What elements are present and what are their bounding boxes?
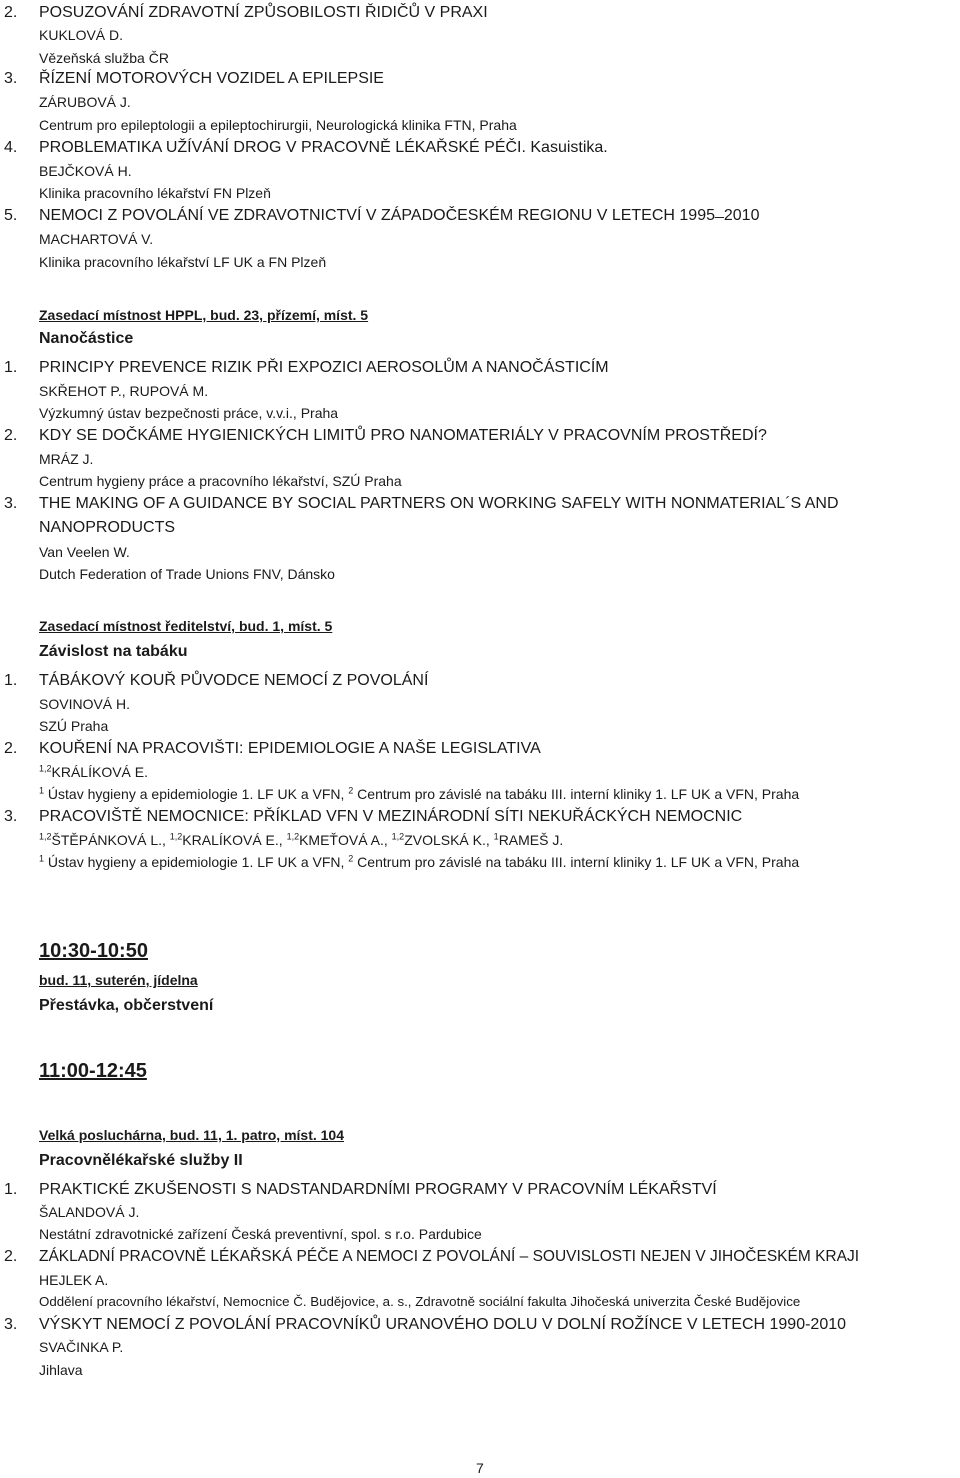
lecture-title: ZÁKLADNÍ PRACOVNĚ LÉKAŘSKÁ PÉČE A NEMOCI Z POVOLÁNÍ – SOUVISLOSTI NEJEN V JIHOČESKÉM KRAJI (39, 1248, 859, 1265)
lecture-author: MRÁZ J. (39, 451, 94, 467)
lecture-institution (39, 852, 799, 872)
lecture-author: SKŘEHOT P., RUPOVÁ M. (39, 383, 209, 399)
author-name: ŠTĚPÁNKOVÁ L., (51, 832, 170, 848)
lecture-title: NEMOCI Z POVOLÁNÍ VE ZDRAVOTNICTVÍ V ZÁPADOČESKÉM REGIONU V LETECH 1995 ̶ 2010 (39, 207, 760, 224)
lecture-institution: SZÚ Praha (39, 718, 109, 734)
affiliation-mark: 2 (348, 785, 354, 796)
lecture-title: PRAKTICKÉ ZKUŠENOSTI S NADSTANDARDNÍMI PROGRAMY V PRACOVNÍM LÉKAŘSTVÍ (39, 1181, 717, 1198)
lecture-institution: Centrum hygieny práce a pracovního lékařství, SZÚ Praha (39, 473, 402, 489)
author-name: KMEŤOVÁ A., (299, 832, 392, 848)
lecture-title: THE MAKING OF A GUIDANCE BY SOCIAL PARTNERS ON WORKING SAFELY WITH NONMATERIAL´S AND (39, 495, 839, 512)
item-number: 2. (4, 4, 18, 21)
item-number: 2. (4, 740, 18, 757)
item-number: 4. (4, 139, 18, 156)
lecture-title: KDY SE DOČKÁME HYGIENICKÝCH LIMITŮ PRO NANOMATERIÁLY V PRACOVNÍM PROSTŘEDÍ? (39, 427, 767, 444)
item-number: 2. (4, 1248, 18, 1265)
item-number: 3. (4, 495, 18, 512)
session-time: 11:00-12:45 (39, 1060, 147, 1082)
lecture-title: PRACOVIŠTĚ NEMOCNICE: PŘÍKLAD VFN V MEZINÁRODNÍ SÍTI NEKUŘÁCKÝCH NEMOCNIC (39, 808, 743, 825)
lecture-author: KUKLOVÁ D. (39, 27, 124, 43)
author-name: KRÁLÍKOVÁ E. (51, 764, 148, 780)
lecture-author (39, 762, 148, 782)
lecture-institution: Nestátní zdravotnické zařízení Česká preventivní, spol. s r.o. Pardubice (39, 1226, 482, 1242)
item-number: 1. (4, 672, 18, 689)
lecture-author: ŠALANDOVÁ J. (39, 1204, 140, 1220)
lecture-institution (39, 784, 799, 804)
item-number: 1. (4, 359, 18, 376)
lecture-author: Van Veelen W. (39, 544, 130, 560)
affiliation-mark: 1,2 (39, 763, 52, 774)
break-label: Přestávka, občerstvení (39, 997, 214, 1014)
session-title: Pracovnělékařské služby II (39, 1152, 243, 1169)
affiliation-mark: 1,2 (39, 831, 52, 842)
institution-text: Ústav hygieny a epidemiologie 1. LF UK a VFN, (44, 854, 349, 870)
author-name: RAMEŠ J. (498, 832, 564, 848)
item-number: 5. (4, 207, 18, 224)
lecture-title: POSUZOVÁNÍ ZDRAVOTNÍ ZPŮSOBILOSTI ŘIDIČŮ V PRAXI (39, 4, 488, 21)
session-location: Velká posluchárna, bud. 11, 1. patro, míst. 104 (39, 1127, 345, 1143)
lecture-author: SVAČINKA P. (39, 1339, 124, 1355)
break-location: bud. 11, suterén, jídelna (39, 972, 198, 988)
affiliation-mark: 2 (348, 853, 354, 864)
session-title: Závislost na tabáku (39, 643, 188, 660)
lecture-institution: Klinika pracovního lékařství LF UK a FN Plzeň (39, 254, 327, 270)
item-number: 3. (4, 1316, 18, 1333)
lecture-title: PROBLEMATIKA UŽÍVÁNÍ DROG V PRACOVNĚ LÉKAŘSKÉ PÉČI. Kasuistika. (39, 139, 608, 156)
affiliation-mark: 1,2 (169, 831, 183, 842)
institution-text: Ústav hygieny a epidemiologie 1. LF UK a VFN, (44, 786, 349, 802)
lecture-author: ZÁRUBOVÁ J. (39, 94, 131, 110)
lecture-title: KOUŘENÍ NA PRACOVIŠTI: EPIDEMIOLOGIE A NAŠE LEGISLATIVA (39, 740, 541, 757)
lecture-title-continued: NANOPRODUCTS (39, 519, 176, 536)
item-number: 1. (4, 1181, 18, 1198)
lecture-institution: Klinika pracovního lékařství FN Plzeň (39, 185, 271, 201)
lecture-author: MACHARTOVÁ V. (39, 231, 154, 247)
lecture-institution: Oddělení pracovního lékařství, Nemocnice Č. Budějovice, a. s., Zdravotně sociální fakulta Jihočeská univerzita České Budějovice (39, 1294, 801, 1309)
affiliation-mark: 1 (39, 785, 45, 796)
lecture-author (39, 830, 563, 850)
session-title: Nanočástice (39, 330, 134, 347)
lecture-title: VÝSKYT NEMOCÍ Z POVOLÁNÍ PRACOVNÍKŮ URANOVÉHO DOLU V DOLNÍ ROŽÍNCE V LETECH 1990-2010 (39, 1316, 847, 1333)
lecture-title: TÁBÁKOVÝ KOUŘ PŮVODCE NEMOCÍ Z POVOLÁNÍ (39, 672, 429, 689)
session-location: Zasedací místnost ředitelství, bud. 1, míst. 5 (39, 618, 333, 634)
affiliation-mark: 1 (39, 853, 45, 864)
affiliation-mark: 1 (493, 831, 499, 842)
item-number: 3. (4, 808, 18, 825)
break-time: 10:30-10:50 (39, 940, 148, 962)
lecture-institution: Dutch Federation of Trade Unions FNV, Dánsko (39, 566, 335, 582)
lecture-author: HEJLEK A. (39, 1272, 109, 1288)
lecture-institution: Vězeňská služba ČR (39, 50, 169, 66)
affiliation-mark: 1,2 (391, 831, 405, 842)
session-location: Zasedací místnost HPPL, bud. 23, přízemí, míst. 5 (39, 307, 369, 323)
item-number: 2. (4, 427, 18, 444)
page-number: 7 (476, 1460, 484, 1476)
lecture-institution: Jihlava (39, 1362, 83, 1378)
item-number: 3. (4, 70, 18, 87)
affiliation-mark: 1,2 (286, 831, 300, 842)
lecture-author: SOVINOVÁ H. (39, 696, 131, 712)
institution-text: Centrum pro závislé na tabáku III. interní kliniky 1. LF UK a VFN, Praha (353, 786, 800, 802)
lecture-author: BEJČKOVÁ H. (39, 163, 132, 179)
lecture-title: PRINCIPY PREVENCE RIZIK PŘI EXPOZICI AEROSOLŮM A NANOČÁSTICÍM (39, 359, 609, 376)
lecture-institution: Centrum pro epileptologii a epileptochirurgii, Neurologická klinika FTN, Praha (39, 117, 517, 133)
author-name: KRALÍKOVÁ E., (182, 832, 287, 848)
lecture-title: ŘÍZENÍ MOTOROVÝCH VOZIDEL A EPILEPSIE (39, 70, 384, 87)
institution-text: Centrum pro závislé na tabáku III. interní kliniky 1. LF UK a VFN, Praha (353, 854, 800, 870)
lecture-institution: Výzkumný ústav bezpečnosti práce, v.v.i., Praha (39, 405, 339, 421)
author-name: ZVOLSKÁ K., (404, 832, 494, 848)
